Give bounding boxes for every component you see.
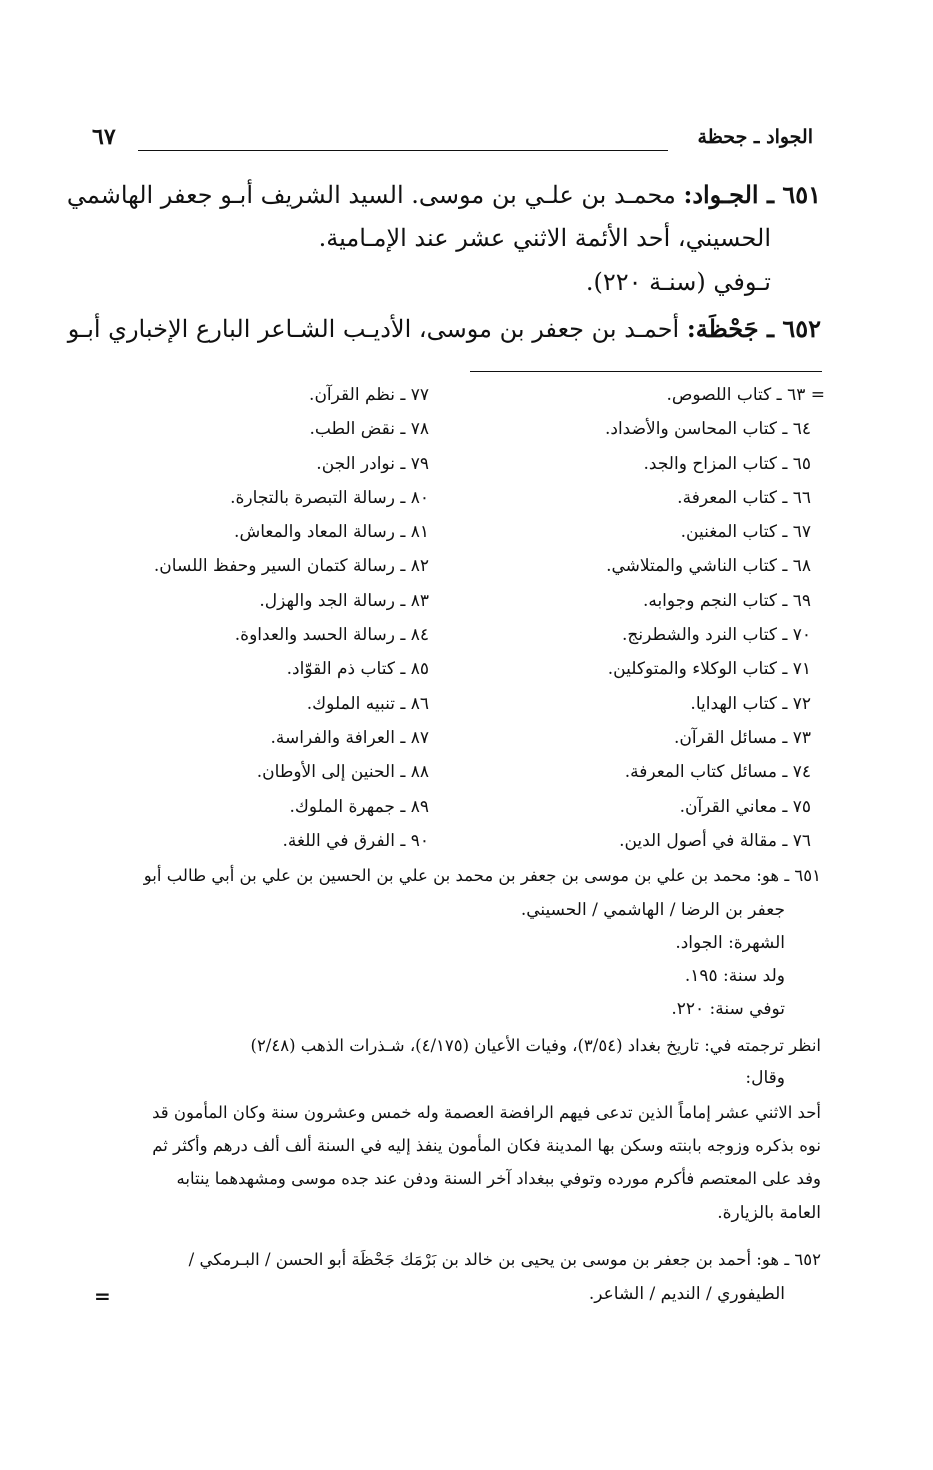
list-item: ٨٩ ـ جمهرة الملوك. — [289, 796, 429, 817]
list-item: ٧٧ ـ نظم القرآن. — [309, 385, 429, 405]
header-rule — [138, 150, 668, 151]
list-item: ٩٠ ـ الفرق في اللغة. — [282, 830, 429, 851]
list-item: ٧١ ـ كتاب الوكلاء والمتوكلين. — [607, 659, 811, 680]
list-item: ٨٠ ـ رسالة التبصرة بالتجارة. — [230, 487, 429, 508]
continuation-rule — [470, 371, 822, 372]
list-item: ٧٦ ـ مقالة في أصول الدين. — [619, 830, 811, 851]
list-item: ٦٤ ـ كتاب المحاسن والأضداد. — [604, 419, 811, 440]
footnote-651-line-2: جعفر بن الرضا / الهاشمي / الحسيني. — [520, 900, 785, 920]
list-item: ٧٨ ـ نقض الطب. — [309, 419, 429, 440]
footnote-652-line-1: ٦٥٢ ـ هو: أحمد بن جعفر بن موسى بن يحيى بن خالد بن بَرْمَك جَحْظَة أبو الحسن / البـرمكي / — [188, 1250, 821, 1269]
list-item: ٨٣ ـ رسالة الجد والهزل. — [259, 590, 429, 611]
list-item: ٦٧ ـ كتاب المغنين. — [680, 522, 811, 543]
continuation-mark: = — [94, 1284, 111, 1308]
list-item: ٦٨ ـ كتاب الناشي والمتلاشي. — [606, 556, 811, 577]
footnote-652-line-2: الطيفوري / النديم / الشاعر. — [588, 1284, 785, 1304]
entry-651-heading: ٦٥١ ـ الجـواد: — [683, 180, 821, 209]
entry-652-heading: ٦٥٢ ـ جَحْظَة: — [686, 314, 821, 343]
footnote-651-fame: الشهرة: الجواد. — [675, 933, 785, 953]
footnote-651-line-1: ٦٥١ ـ هو: محمد بن علي بن موسى بن جعفر بن محمد بن علي بن الحسين بن علي بن أبي طالب أبو — [143, 866, 821, 885]
footnote-651-quote-line-4: العامة بالزيارة. — [717, 1203, 821, 1223]
list-item: ٧٥ ـ معاني القرآن. — [679, 796, 811, 817]
page-number: ٦٧ — [92, 124, 116, 150]
list-item: ٧٣ ـ مسائل القرآن. — [673, 727, 811, 748]
list-item: ٧٢ ـ كتاب الهدايا. — [690, 693, 811, 714]
footnote-651-sources: انظر ترجمته في: تاريخ بغداد (٣/٥٤)، وفيات الأعيان (٤/١٧٥)، شـذرات الذهب (٢/٤٨) — [250, 1036, 821, 1055]
list-item: ٧٤ ـ مسائل كتاب المعرفة. — [624, 762, 811, 783]
footnote-651-quote-line-3: وفد على المعتصم فأكرم مورده وتوفي ببغداد آخر السنة ودفن عند جده موسى ومشهدهما ينتابه — [176, 1169, 821, 1188]
list-item: ٦٥ ـ كتاب المزاح والجد. — [643, 453, 811, 474]
footnote-651-quote-line-2: نوه بذكره وزوجه بابنته وسكن بها المدينة فكان المأمون ينفذ إليه في السنة ألف ألف درهم وأكثر ثم — [152, 1136, 821, 1155]
footnote-651-born: ولد سنة: ١٩٥. — [684, 966, 785, 986]
entry-651-line-3: تـوفي (سنـة ٢٢٠). — [585, 268, 771, 296]
list-item: ٦٦ ـ كتاب المعرفة. — [677, 487, 811, 508]
list-item: ٦٩ ـ كتاب النجم وجوابه. — [642, 590, 811, 611]
books-list-left-column — [154, 378, 429, 858]
entry-651-line-2: الحسيني، أحد الأئمة الاثني عشر عند الإمـامية. — [318, 224, 771, 252]
entry-651-line-1 — [67, 180, 821, 209]
footnote-651-died: توفي سنة: ٢٢٠. — [671, 999, 785, 1019]
list-item: ٧٠ ـ كتاب النرد والشطرنج. — [622, 625, 811, 646]
entry-652-line-1 — [68, 314, 821, 343]
entry-651-text-1: محمـد بن علـي بن موسى. السيد الشريف أبـو جعفر الهاشمي — [66, 181, 684, 209]
list-item: ٧٩ ـ نوادر الجن. — [316, 453, 429, 474]
running-header-title: الجواد ـ جحظة — [697, 126, 813, 148]
list-item: ٨٨ ـ الحنين إلى الأوطان. — [256, 762, 429, 783]
list-item: ٨١ ـ رسالة المعاد والمعاش. — [234, 522, 429, 543]
list-item: ٨٢ ـ رسالة كتمان السير وحفظ اللسان. — [153, 556, 429, 577]
list-item: ٨٦ ـ تنبيه الملوك. — [306, 693, 429, 714]
list-item: ٨٤ ـ رسالة الحسد والعداوة. — [234, 625, 429, 646]
list-item: ٨٥ ـ كتاب ذم القوّاد. — [286, 659, 429, 680]
entry-652-text-1: أحمـد بن جعفر بن موسى، الأديـب الشـاعر البارع الإخباري أبـو — [67, 315, 687, 343]
footnote-651-quote-line-1: أحد الاثني عشر إماماً الذين تدعى فيهم الرافضة العصمة وله خمس وعشرون سنة وكان المأمون قد — [152, 1103, 821, 1122]
books-list-right-column — [604, 378, 825, 858]
list-item: = ٦٣ ـ كتاب اللصوص. — [666, 385, 825, 405]
footnote-651-said: وقال: — [745, 1068, 785, 1088]
list-item: ٨٧ ـ العرافة والفراسة. — [270, 727, 429, 748]
